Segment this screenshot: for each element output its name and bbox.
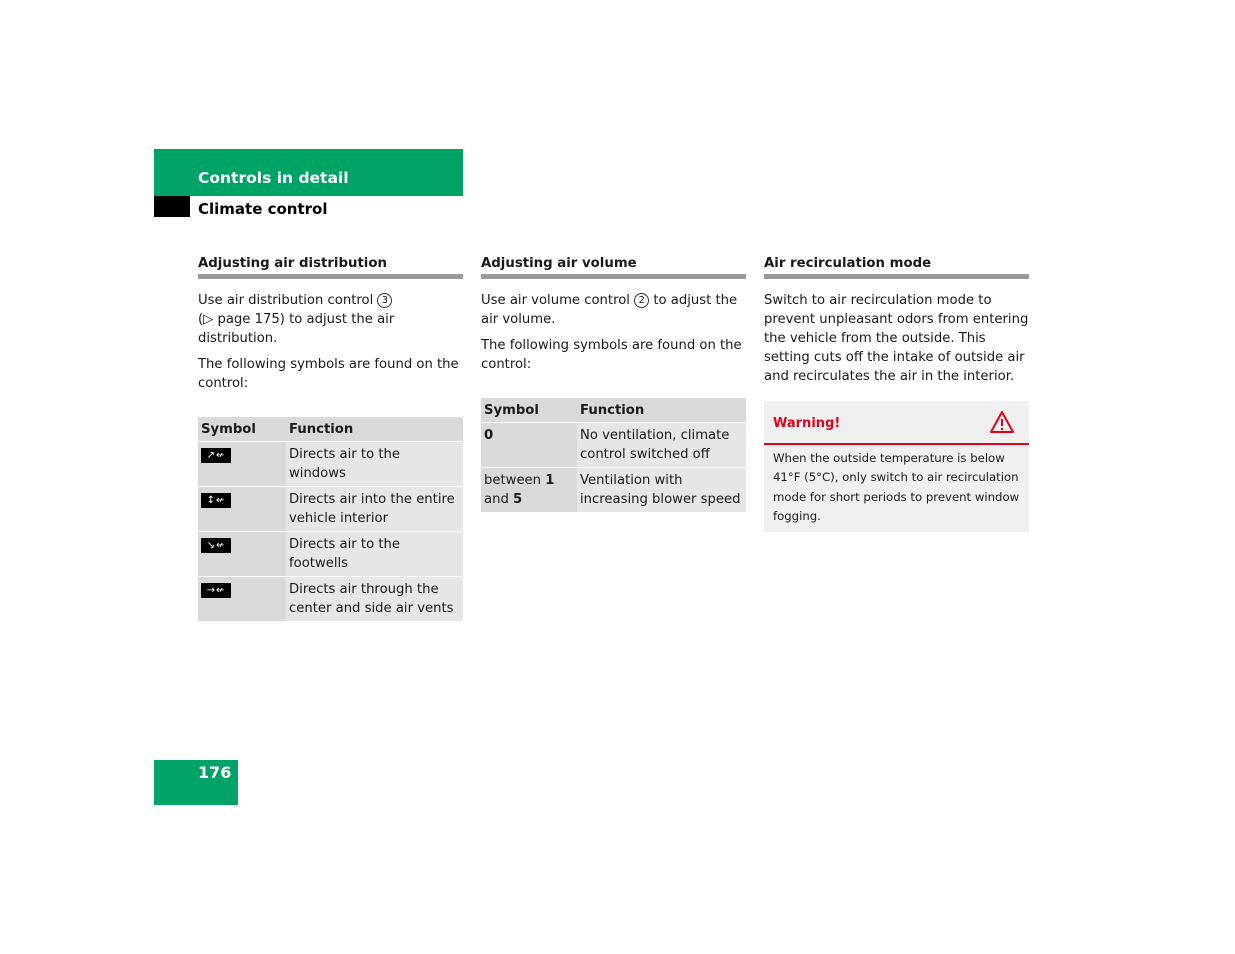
function-cell: Directs air to the footwells bbox=[286, 532, 463, 577]
column-header-symbol: Symbol bbox=[481, 398, 577, 423]
symbol-value: 1 bbox=[545, 473, 555, 488]
intro-text: Use air volume control bbox=[481, 293, 630, 308]
symbols-intro: The following symbols are found on the control: bbox=[481, 338, 742, 372]
warning-header bbox=[764, 401, 1029, 445]
air-volume-table bbox=[481, 398, 746, 512]
symbol-cell bbox=[481, 468, 577, 513]
function-cell: Directs air into the entire vehicle interior bbox=[286, 487, 463, 532]
control-number-badge: 2 bbox=[634, 293, 649, 308]
windshield-airflow-icon: ↗↚ bbox=[201, 448, 231, 463]
intro-text-cont: to adjust the air volume. bbox=[481, 293, 738, 327]
warning-text: When the outside temperature is below 41°F (5°C), only switch to air recirculation mode for short periods to prevent window fogging. bbox=[773, 451, 1020, 523]
symbol-cell: 0 bbox=[481, 423, 577, 468]
column-header-function: Function bbox=[286, 417, 463, 442]
table-row bbox=[198, 577, 463, 622]
function-cell: Directs air to the windows bbox=[286, 442, 463, 487]
air-volume-heading: Adjusting air volume bbox=[481, 254, 746, 279]
column-header-function: Function bbox=[577, 398, 746, 423]
column-header-symbol: Symbol bbox=[198, 417, 286, 442]
full-interior-airflow-icon: ↕↚ bbox=[201, 493, 231, 508]
air-volume-intro bbox=[481, 291, 746, 329]
footwell-airflow-icon: ↘↚ bbox=[201, 538, 231, 553]
table-row bbox=[198, 487, 463, 532]
warning-triangle-icon bbox=[989, 410, 1015, 434]
air-distribution-heading: Adjusting air distribution bbox=[198, 254, 463, 279]
symbols-intro: The following symbols are found on the control: bbox=[198, 357, 459, 391]
air-distribution-section bbox=[198, 254, 463, 621]
warning-title: Warning! bbox=[773, 416, 841, 431]
center-vent-airflow-icon: →↚ bbox=[201, 583, 231, 598]
symbol-text: and bbox=[484, 492, 509, 507]
recirculation-section bbox=[764, 254, 1029, 532]
table-row bbox=[481, 468, 746, 513]
warning-box bbox=[764, 401, 1029, 532]
function-cell: No ventilation, climate control switched off bbox=[577, 423, 746, 468]
air-volume-section bbox=[481, 254, 746, 512]
table-row bbox=[481, 423, 746, 468]
intro-text-cont: (▷ page 175) to adjust the air distribution. bbox=[198, 312, 395, 346]
recirculation-body: Switch to air recirculation mode to prevent unpleasant odors from entering the vehicle from the outside. This setting cuts off the intake of outside air and recirculates the air in the interior. bbox=[764, 293, 1029, 384]
control-number-badge: 3 bbox=[377, 293, 392, 308]
table-row bbox=[198, 442, 463, 487]
recirculation-heading: Air recirculation mode bbox=[764, 254, 1029, 279]
air-distribution-intro bbox=[198, 291, 463, 348]
page-number: 176 bbox=[198, 763, 232, 782]
header-marker bbox=[154, 196, 190, 217]
air-distribution-table bbox=[198, 417, 463, 621]
function-cell: Ventilation with increasing blower speed bbox=[577, 468, 746, 513]
subsection-title: Climate control bbox=[198, 200, 328, 218]
symbol-text: between bbox=[484, 473, 542, 488]
function-cell: Directs air through the center and side air vents bbox=[286, 577, 463, 622]
table-row bbox=[198, 532, 463, 577]
intro-text: Use air distribution control bbox=[198, 293, 374, 308]
section-title: Controls in detail bbox=[198, 169, 349, 187]
symbol-value: 5 bbox=[513, 492, 523, 507]
